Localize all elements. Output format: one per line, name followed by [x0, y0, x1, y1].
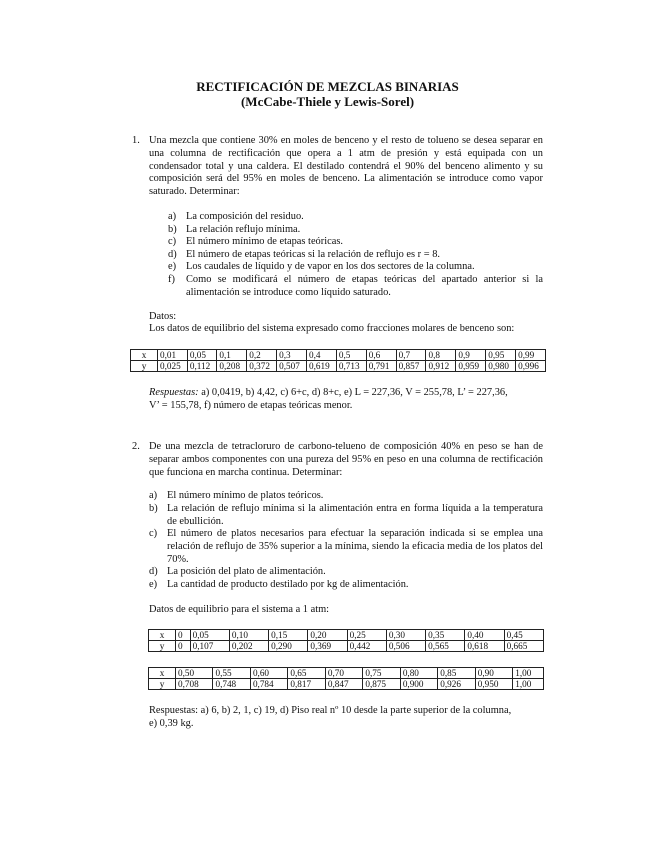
table-cell: 0,55 — [213, 668, 250, 679]
problem-1-datos-label: Datos: — [149, 311, 177, 322]
problem-2-equilibrium-table-1 — [148, 629, 544, 652]
table-cell: 0,6 — [366, 350, 396, 361]
table-cell: 0,20 — [308, 630, 347, 641]
problem-1-answers-line-2: V’ = 155,78, f) número de etapas teóricas menor. — [149, 400, 353, 411]
table-cell: 0,7 — [396, 350, 426, 361]
item-text: La cantidad de producto destilado por kg de alimentación. — [167, 579, 409, 590]
table-cell: 0,95 — [486, 350, 516, 361]
table-cell: 0,857 — [396, 361, 426, 372]
table-cell: 0,112 — [187, 361, 216, 372]
table-cell: 0,912 — [426, 361, 456, 372]
table-cell: 1,00 — [513, 668, 544, 679]
item-label: a) — [149, 490, 158, 501]
item-label: b) — [149, 503, 158, 514]
table-row-y — [149, 641, 544, 652]
item-label: d) — [149, 566, 158, 577]
table-cell: 0,748 — [213, 679, 250, 690]
table-cell: 0,8 — [426, 350, 456, 361]
table-cell: 0,507 — [277, 361, 307, 372]
table-cell: 0,506 — [386, 641, 425, 652]
table-cell: 1,00 — [513, 679, 544, 690]
problem-2-equilibrium-table-2 — [148, 667, 544, 690]
table-cell: 0,980 — [486, 361, 516, 372]
problem-1-equilibrium-table — [130, 349, 546, 372]
problem-1-answers-line-1 — [149, 387, 543, 400]
table-cell: 0 — [176, 630, 191, 641]
item-text: Los caudales de líquido y de vapor en los dos sectores de la columna. — [186, 261, 475, 272]
problem-1-item-d — [168, 249, 543, 262]
item-label: c) — [168, 236, 177, 247]
table-cell: 0,75 — [363, 668, 400, 679]
table-cell: 0,50 — [176, 668, 213, 679]
problem-2-item-b — [149, 503, 543, 529]
table-cell: 0,369 — [308, 641, 347, 652]
table-cell: 0,85 — [438, 668, 475, 679]
item-label: c) — [149, 528, 158, 539]
table-cell: 0,90 — [475, 668, 512, 679]
table-row-y — [131, 361, 546, 372]
table-cell: 0,565 — [426, 641, 465, 652]
table-cell: 0,40 — [465, 630, 504, 641]
table-cell: 0,70 — [325, 668, 362, 679]
item-text: La posición del plato de alimentación. — [167, 566, 326, 577]
table-cell: 0,15 — [269, 630, 308, 641]
table-cell: 0,950 — [475, 679, 512, 690]
problem-2-statement: De una mezcla de tetracloruro de carbono-telueno de composición 40% en peso se han de separar ambos componentes con una pureza del 95% en peso en una columna de rectificación que funciona en marcha continua. Determinar: — [149, 441, 543, 478]
item-text: El número mínimo de platos teóricos. — [167, 490, 324, 501]
table-cell: 0,025 — [158, 361, 188, 372]
table-cell: 0,959 — [456, 361, 486, 372]
table-cell: 0,817 — [288, 679, 325, 690]
problem-2-item-a — [149, 490, 543, 503]
table-header-cell: y — [149, 679, 176, 690]
table-cell: 0,290 — [269, 641, 308, 652]
document-title: RECTIFICACIÓN DE MEZCLAS BINARIAS — [196, 79, 459, 94]
item-label: f) — [168, 274, 175, 285]
table-cell: 0,996 — [516, 361, 546, 372]
table-header-cell: x — [149, 668, 176, 679]
table-cell: 0,01 — [158, 350, 188, 361]
problem-1-number: 1. — [132, 135, 140, 146]
table-header-cell: y — [149, 641, 176, 652]
table-cell: 0,35 — [426, 630, 465, 641]
table-header-cell: x — [131, 350, 158, 361]
table-cell: 0,45 — [504, 630, 543, 641]
table-cell: 0,9 — [456, 350, 486, 361]
table-cell: 0,784 — [250, 679, 287, 690]
item-label: e) — [149, 579, 158, 590]
table-cell: 0,202 — [229, 641, 268, 652]
table-cell: 0,5 — [336, 350, 366, 361]
problem-2-answers-line-2: e) 0,39 kg. — [149, 718, 194, 729]
answers-label: Respuestas: — [149, 387, 199, 398]
problem-1-statement: Una mezcla que contiene 30% en moles de benceno y el resto de tolueno se desea separar en una columna de rectificación que opera a 1 atm de presión y está equipada con un condensador total y una caldera. El destilado contendrá el 90% del benceno alimento y su composición será del 95% en moles de benceno. La alimentación se introduce como vapor saturado. Determinar: — [149, 135, 543, 198]
table-cell: 0,60 — [250, 668, 287, 679]
problem-1-item-c — [168, 236, 543, 249]
table-cell: 0,1 — [217, 350, 247, 361]
table-cell: 0,65 — [288, 668, 325, 679]
table-cell: 0,847 — [325, 679, 362, 690]
table-row-x — [149, 668, 544, 679]
table-cell: 0,208 — [217, 361, 247, 372]
table-cell: 0,4 — [306, 350, 336, 361]
problem-2-item-d — [149, 566, 543, 579]
table-cell: 0,05 — [187, 350, 216, 361]
table-cell: 0,619 — [306, 361, 336, 372]
problem-2-item-e — [149, 579, 543, 592]
item-label: d) — [168, 248, 177, 260]
answers-text: a) 0,0419, b) 4,42, c) 6+c, d) 8+c, e) L = 227,36, V = 255,78, L’ = 227,36, — [201, 387, 508, 398]
table-cell: 0,713 — [336, 361, 366, 372]
table-cell: 0,875 — [363, 679, 400, 690]
problem-1-item-f — [168, 274, 543, 300]
item-text: El número de etapas teóricas si la relación de reflujo es r = 8. — [186, 248, 440, 260]
table-cell: 0,708 — [176, 679, 213, 690]
table-cell: 0,926 — [438, 679, 475, 690]
table-cell: 0,372 — [247, 361, 277, 372]
table-cell: 0,30 — [386, 630, 425, 641]
item-label: b) — [168, 223, 177, 235]
table-cell: 0,99 — [516, 350, 546, 361]
table-cell: 0,791 — [366, 361, 396, 372]
item-text: El número mínimo de etapas teóricas. — [186, 236, 343, 247]
problem-2-datos-text: Datos de equilibrio para el sistema a 1 atm: — [149, 604, 330, 615]
table-row-y — [149, 679, 544, 690]
table-header-cell: y — [131, 361, 158, 372]
item-text: La relación de reflujo mínima si la alimentación entra en forma líquida a la temperatura de ebullición. — [167, 503, 543, 527]
table-cell: 0,3 — [277, 350, 307, 361]
problem-2-answers-line-1: Respuestas: a) 6, b) 2, 1, c) 19, d) Piso real nº 10 desde la parte superior de la columna, — [149, 705, 512, 716]
table-cell: 0,25 — [347, 630, 386, 641]
table-row-x — [149, 630, 544, 641]
table-header-cell: x — [149, 630, 176, 641]
table-cell: 0 — [176, 641, 191, 652]
table-cell: 0,2 — [247, 350, 277, 361]
item-text: Como se modificará el número de etapas teóricas del apartado anterior si la alimentación se introduce como líquido saturado. — [186, 274, 543, 298]
item-text: La composición del residuo. — [186, 211, 304, 222]
item-label: a) — [168, 211, 177, 222]
item-label: e) — [168, 261, 177, 272]
problem-2-number: 2. — [132, 441, 140, 452]
table-cell: 0,442 — [347, 641, 386, 652]
document-subtitle: (McCabe-Thiele y Lewis-Sorel) — [240, 94, 415, 109]
problem-1-datos-text: Los datos de equilibrio del sistema expresado como fracciones molares de benceno son: — [149, 323, 515, 334]
table-cell: 0,618 — [465, 641, 504, 652]
problem-1-item-b — [168, 224, 543, 237]
table-cell: 0,05 — [190, 630, 229, 641]
problem-1-item-a — [168, 211, 543, 224]
item-text: La relación reflujo mínima. — [186, 223, 301, 235]
table-cell: 0,665 — [504, 641, 543, 652]
table-cell: 0,107 — [190, 641, 229, 652]
table-cell: 0,10 — [229, 630, 268, 641]
problem-2-item-c — [149, 528, 543, 566]
problem-1-item-e — [168, 261, 543, 274]
table-cell: 0,80 — [400, 668, 437, 679]
table-cell: 0,900 — [400, 679, 437, 690]
item-text: El número de platos necesarios para efectuar la separación indicada si se emplea una relación de reflujo de 35% superior a la mínima, siendo la eficacia media de los platos del 70%. — [167, 528, 543, 565]
table-row-x — [131, 350, 546, 361]
